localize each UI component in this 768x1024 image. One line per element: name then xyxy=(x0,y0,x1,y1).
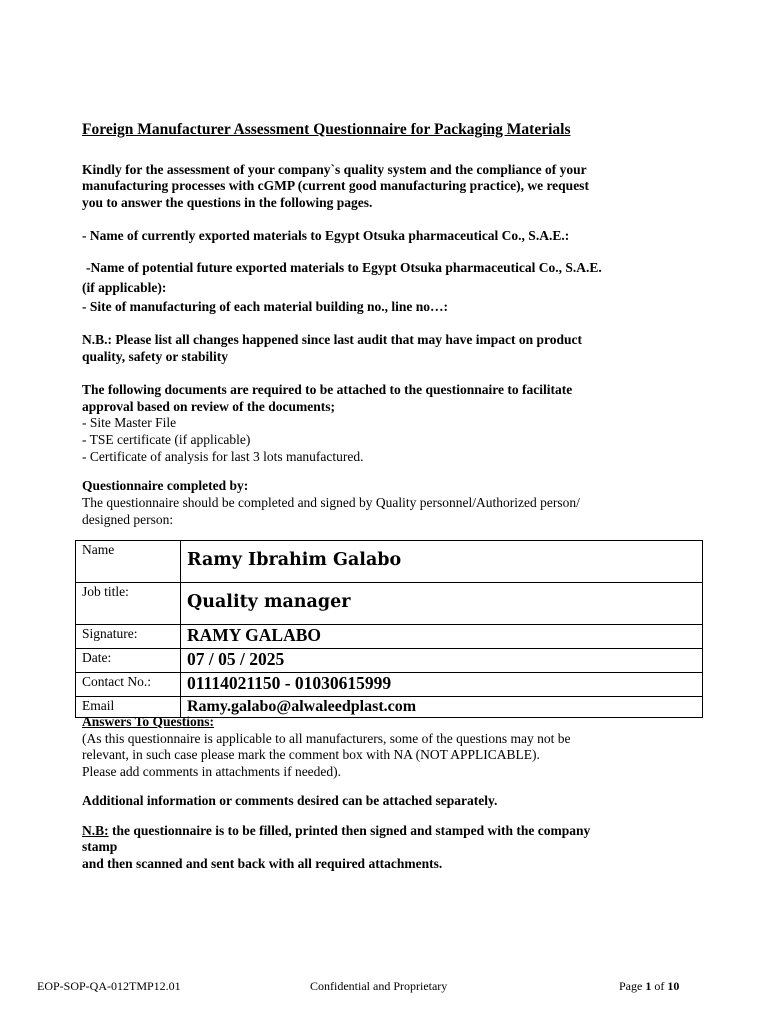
footer-doc-code: EOP-SOP-QA-012TMP12.01 xyxy=(37,979,181,993)
contact-value: 01114021150 - 01030615999 xyxy=(181,673,703,697)
page-of: of xyxy=(651,979,668,993)
document-item: - Certificate of analysis for last 3 lots manufactured. xyxy=(82,449,364,464)
signature-label: Signature: xyxy=(76,625,181,649)
page-current: 1 xyxy=(645,979,652,993)
answers-text-3: Please add comments in attachments if needed). xyxy=(82,764,342,779)
name-label: Name xyxy=(76,541,181,583)
table-row xyxy=(76,625,703,649)
footer-confidential: Confidential and Proprietary xyxy=(310,979,448,993)
nb-instructions-line-2: stamp xyxy=(82,839,118,854)
documents-heading-1: The following documents are required to be attached to the questionnaire to facilitate xyxy=(82,382,573,397)
nb-label: N.B: xyxy=(82,823,109,838)
site-field: - Site of manufacturing of each material building no., line no…: xyxy=(82,299,449,314)
intro-line-3: you to answer the questions in the following pages. xyxy=(82,195,373,210)
completed-by-text-1: The questionnaire should be completed and signed by Quality personnel/Authorized person/ xyxy=(82,495,580,510)
page-total: 10 xyxy=(667,979,680,993)
signature-value: RAMY GALABO xyxy=(181,625,703,649)
current-materials-field: - Name of currently exported materials to Egypt Otsuka pharmaceutical Co., S.A.E.: xyxy=(82,228,570,243)
email-value: Ramy.galabo@alwaleedplast.com xyxy=(181,697,703,718)
document-item: - TSE certificate (if applicable) xyxy=(82,432,251,447)
table-row xyxy=(76,583,703,625)
job-title-value: Quality manager xyxy=(181,583,703,625)
answers-text-2: relevant, in such case please mark the comment box with NA (NOT APPLICABLE). xyxy=(82,747,540,762)
nb-text: the questionnaire is to be filled, printed then signed and stamped with the company xyxy=(108,823,591,838)
completed-by-heading: Questionnaire completed by: xyxy=(82,478,249,493)
table-row xyxy=(76,673,703,697)
page-prefix: Page xyxy=(619,979,646,993)
documents-heading-2: approval based on review of the documents; xyxy=(82,399,336,414)
additional-info: Additional information or comments desired can be attached separately. xyxy=(82,793,498,808)
answers-text-1: (As this questionnaire is applicable to all manufacturers, some of the questions may not be xyxy=(82,731,571,746)
table-row xyxy=(76,541,703,583)
future-materials-applicable: (if applicable): xyxy=(82,280,167,295)
contact-label: Contact No.: xyxy=(76,673,181,697)
name-value: Ramy Ibrahim Galabo xyxy=(181,541,703,583)
completed-by-table xyxy=(75,540,703,718)
intro-line-2: manufacturing processes with cGMP (current good manufacturing practice), we request xyxy=(82,178,589,193)
nb-changes-line-2: quality, safety or stability xyxy=(82,349,229,364)
future-materials-field: -Name of potential future exported materials to Egypt Otsuka pharmaceutical Co., S.A.E. xyxy=(86,260,602,275)
answers-heading: Answers To Questions: xyxy=(82,714,215,729)
table-row xyxy=(76,649,703,673)
date-value: 07 / 05 / 2025 xyxy=(181,649,703,673)
job-title-label: Job title: xyxy=(76,583,181,625)
email-label: Email xyxy=(76,697,181,718)
completed-by-text-2: designed person: xyxy=(82,512,174,527)
document-item: - Site Master File xyxy=(82,415,177,430)
nb-changes-line-1: N.B.: Please list all changes happened since last audit that may have impact on product xyxy=(82,332,583,347)
document-title: Foreign Manufacturer Assessment Questionnaire for Packaging Materials xyxy=(82,121,571,138)
intro-line-1: Kindly for the assessment of your company`s quality system and the compliance of your xyxy=(82,162,587,177)
nb-instructions-line-1 xyxy=(82,822,590,839)
footer-page-number xyxy=(619,979,679,994)
nb-instructions-line-3: and then scanned and sent back with all required attachments. xyxy=(82,856,443,871)
date-label: Date: xyxy=(76,649,181,673)
